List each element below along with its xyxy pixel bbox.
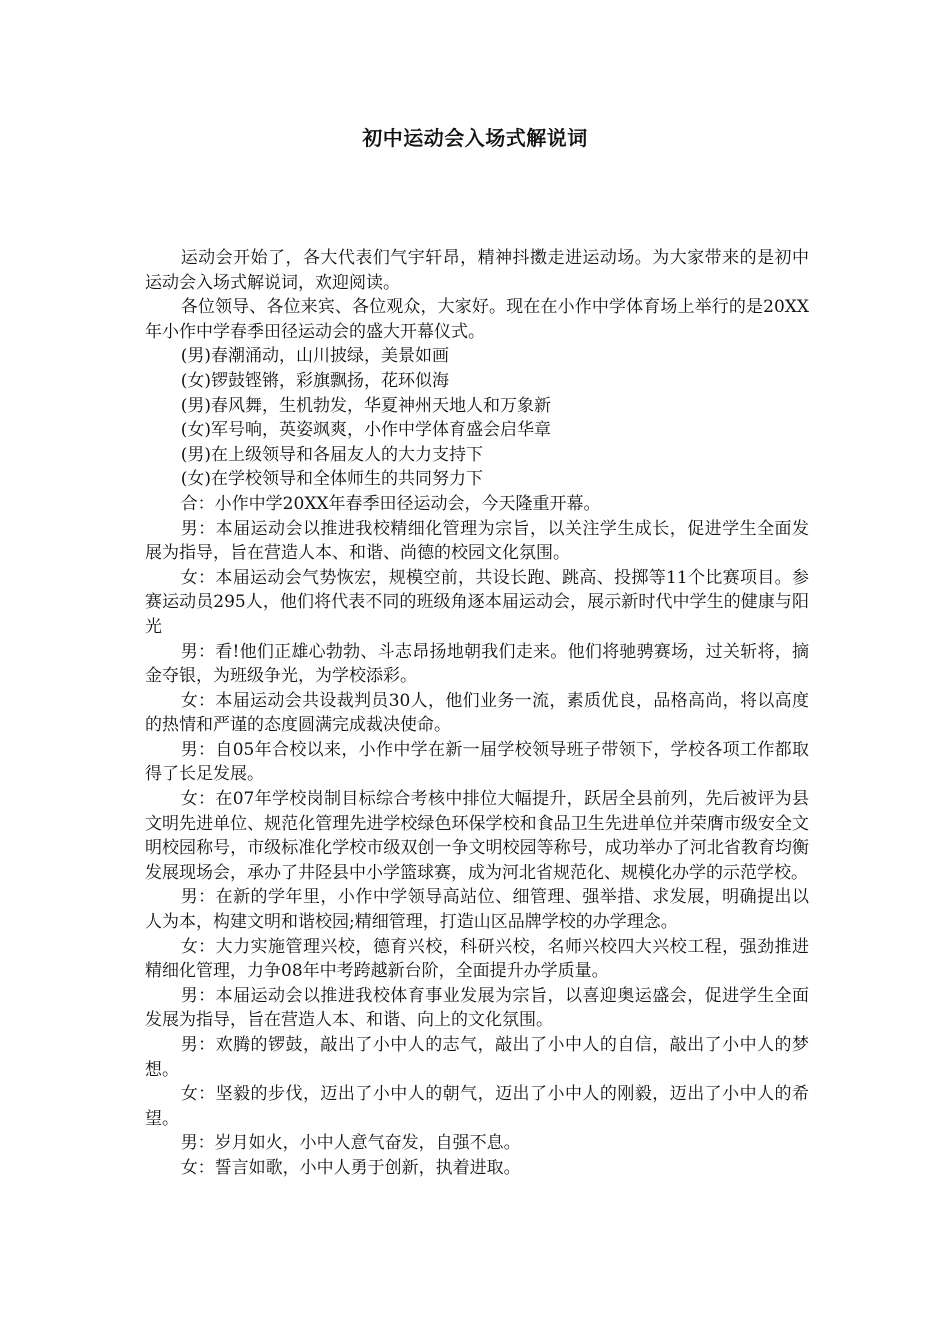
paragraph-line: (女)锣鼓铿锵，彩旗飘扬，花环似海 [180,370,449,391]
paragraph-line: 男：看!他们正雄心勃勃、斗志昂扬地朝我们走来。他们将驰骋赛场，过关斩将，摘金夺银，为班级争光，为学校添彩。 [145,641,809,687]
paragraph-line: 女：本届运动会气势恢宏，规模空前，共设长跑、跳高、投掷等11个比赛项目。参赛运动员295人，他们将代表不同的班级角逐本届运动会，展示新时代中学生的健康与阳光 [145,567,809,637]
paragraph-line: 男：在新的学年里，小作中学领导高站位、细管理、强举措、求发展，明确提出以人为本，构建文明和谐校园;精细管理，打造山区品牌学校的办学理念。 [145,887,809,933]
paragraph-line: 男：本届运动会以推进我校精细化管理为宗旨，以关注学生成长，促进学生全面发展为指导，旨在营造人本、和谐、尚德的校园文化氛围。 [145,518,809,564]
document-body [145,246,809,1181]
paragraph-line: 女：誓言如歌，小中人勇于创新，执着进取。 [180,1157,521,1178]
paragraph-line: (男)在上级领导和各届友人的大力支持下 [180,444,483,465]
paragraph-line: 男：欢腾的锣鼓，敲出了小中人的志气，敲出了小中人的自信，敲出了小中人的梦想。 [145,1035,809,1080]
paragraph-line: (男)春潮涌动，山川披绿，美景如画 [180,346,449,367]
paragraph-intro: 运动会开始了，各大代表们气宇轩昂，精神抖擞走进运动场。为大家带来的是初中运动会入场式解说词，欢迎阅读。 [145,248,809,293]
paragraph-line: 男：岁月如火，小中人意气奋发，自强不息。 [180,1133,521,1154]
paragraph-line: 男：本届运动会以推进我校体育事业发展为宗旨，以喜迎奥运盛会，促进学生全面发展为指导，旨在营造人本、和谐、向上的文化氛围。 [145,985,809,1031]
paragraph-line: 女：在07年学校岗制目标综合考核中排位大幅提升，跃居全县前列，先后被评为县文明先进单位、规范化管理先进学校绿色环保学校和食品卫生先进单位并荣膺市级安全文明校园称号，市级标准化学校市级双创一争文明校园等称号，成功举办了河北省教育均衡发展现场会，承办了井陉县中小学篮球赛，成为河北省规范化、规模化办学的示范学校。 [145,789,809,883]
paragraph-line: (女)在学校领导和全体师生的共同努力下 [180,469,483,490]
paragraph-greeting: 各位领导、各位来宾、各位观众，大家好。现在在小作中学体育场上举行的是20XX年小作中学春季田径运动会的盛大开幕仪式。 [145,297,809,342]
paragraph-line: 合：小作中学20XX年春季田径运动会，今天隆重开幕。 [180,493,601,514]
paragraph-line: 女：坚毅的步伐，迈出了小中人的朝气，迈出了小中人的刚毅，迈出了小中人的希望。 [145,1084,809,1129]
paragraph-line: 女：大力实施管理兴校，德育兴校，科研兴校，名师兴校四大兴校工程，强劲推进精细化管理，力争08年中考跨越新台阶，全面提升办学质量。 [145,936,809,982]
paragraph-line: (男)春风舞，生机勃发，华夏神州天地人和万象新 [180,395,551,416]
paragraph-line: 男：自05年合校以来，小作中学在新一届学校领导班子带领下，学校各项工作都取得了长足发展。 [145,739,809,785]
document-title: 初中运动会入场式解说词 [362,126,588,150]
paragraph-line: 女：本届运动会共设裁判员30人，他们业务一流，素质优良，品格高尚，将以高度的热情和严谨的态度圆满完成裁决使命。 [145,690,809,736]
paragraph-line: (女)军号响，英姿飒爽，小作中学体育盛会启华章 [180,420,551,441]
